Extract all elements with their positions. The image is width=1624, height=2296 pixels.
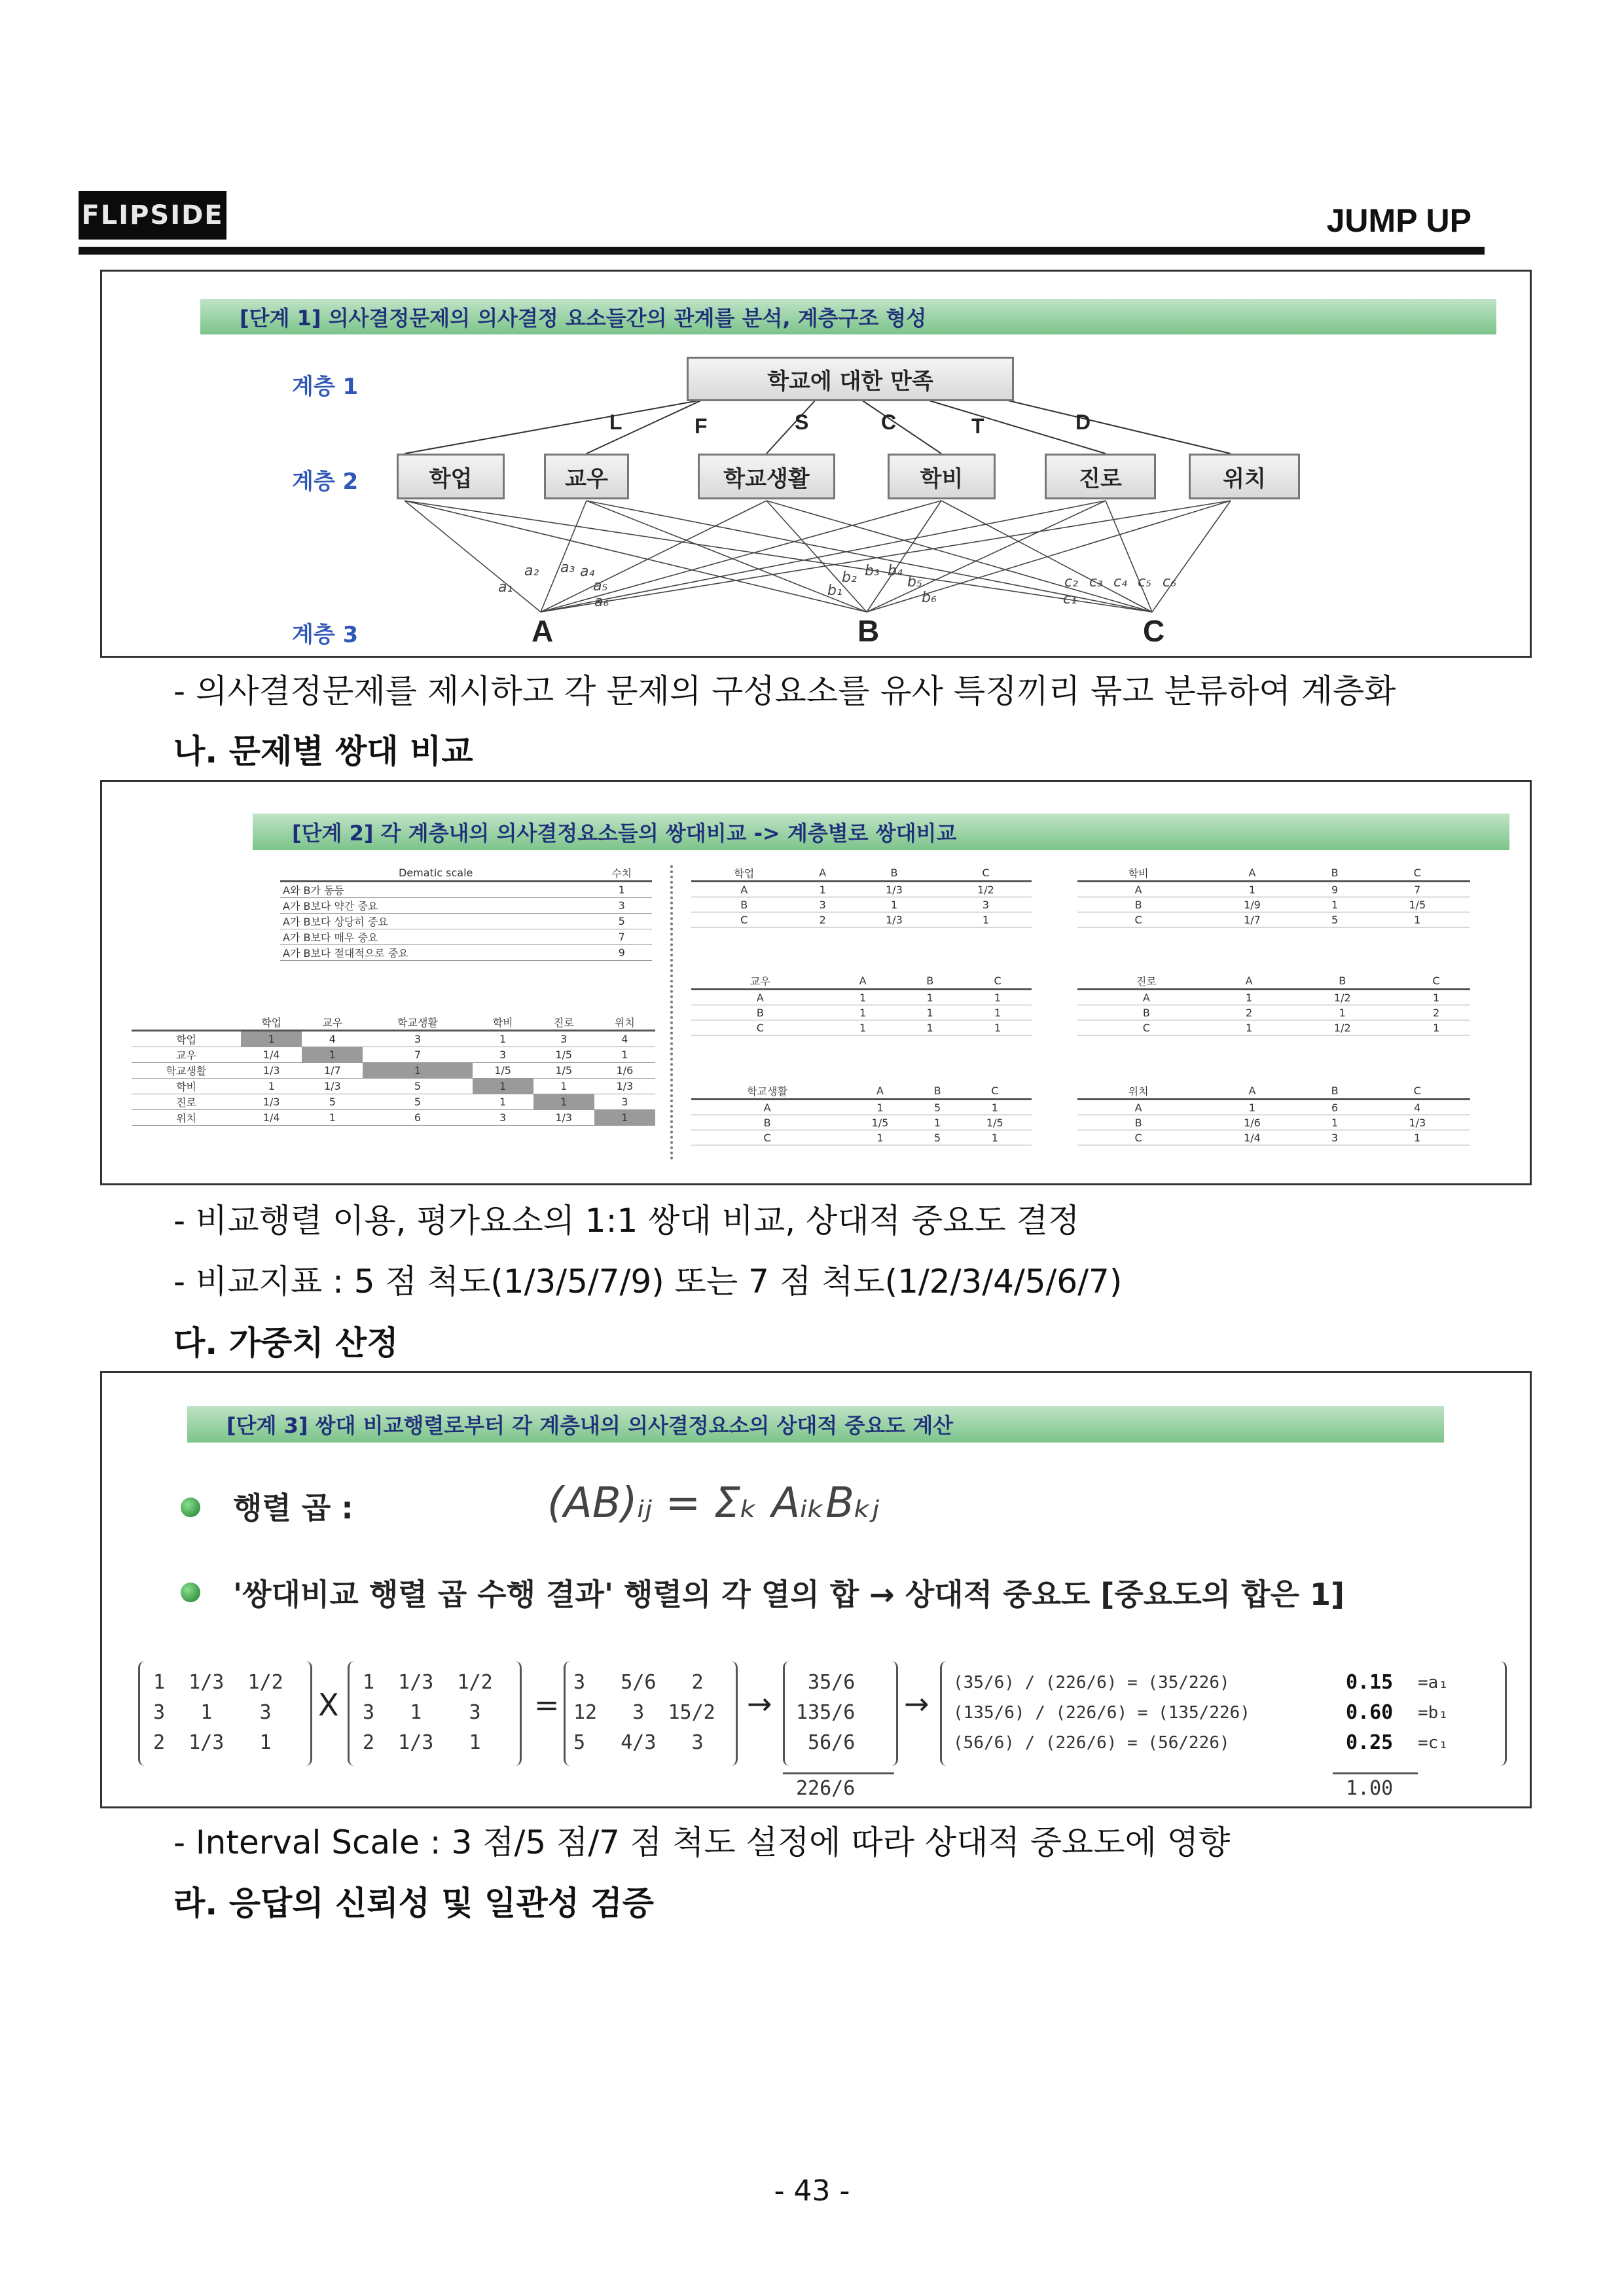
table-header: 교우 <box>691 973 829 990</box>
table-cell: 1 <box>1282 1005 1402 1020</box>
criterion-letter: S <box>795 410 809 434</box>
matrix-1: 1 1/3 1/2 3 1 3 2 1/3 1 <box>153 1671 283 1754</box>
criterion-letter: L <box>609 410 623 434</box>
level3-label: 계층 3 <box>292 622 359 648</box>
table-header: C <box>1402 973 1470 990</box>
table-cell: A <box>691 990 829 1005</box>
table-cell: 1 <box>241 1079 302 1094</box>
step2-title: [단계 2] 각 계층내의 의사결정요소들의 쌍대비교 -> 계층별로 쌍대비교 <box>253 814 1509 850</box>
table-cell: 4 <box>302 1031 363 1047</box>
level1-label: 계층 1 <box>292 374 359 400</box>
table-cell: 1 <box>594 1110 655 1126</box>
table-cell: 3 <box>1305 1130 1365 1145</box>
alt-table <box>691 973 1032 1035</box>
flipside-logo: FLIPSIDE <box>79 191 226 240</box>
alt-table <box>1077 865 1470 927</box>
figure-hierarchy <box>100 270 1532 658</box>
table-cell: A와 B가 동등 <box>280 882 591 898</box>
table-cell: B <box>691 897 797 912</box>
table-header: 위치 <box>1077 1083 1199 1100</box>
table-header: 학비 <box>473 1014 533 1031</box>
sub-c-label: c₆ <box>1163 574 1176 590</box>
table-header: 학교생활 <box>691 1083 843 1100</box>
bullet-icon <box>181 1583 200 1602</box>
section-heading: 다. 가중치 산정 <box>173 1324 399 1362</box>
table-cell: 1 <box>958 1100 1032 1115</box>
table-cell: 1/3 <box>1365 1115 1470 1130</box>
table-cell: 1/2 <box>1282 990 1402 1005</box>
table-cell: A <box>691 1100 843 1115</box>
table-cell: 3 <box>363 1031 472 1047</box>
column-sum-statement: '쌍대비교 행렬 곱 수행 결과' 행렬의 각 열의 합 → 상대적 중요도 [중요도의 합은 1] <box>233 1577 1345 1612</box>
criterion-node: 학교생활 <box>698 454 835 499</box>
table-cell: 4 <box>1365 1100 1470 1115</box>
criterion-node: 위치 <box>1189 454 1300 499</box>
alt-table <box>1077 1083 1470 1145</box>
table-cell: 위치 <box>132 1110 241 1126</box>
table-cell: 1 <box>591 882 652 898</box>
sub-b-label: b₂ <box>842 569 857 586</box>
table-cell: 1/3 <box>302 1079 363 1094</box>
table-cell: C <box>691 912 797 927</box>
table-cell: 3 <box>533 1031 594 1047</box>
paragraph: - 비교지표 : 5 점 척도(1/3/5/7/9) 또는 7 점 척도(1/2/3/4/5/6/7) <box>173 1263 1123 1300</box>
table-header: B <box>917 1083 958 1100</box>
scale-table <box>280 865 652 961</box>
result-var: =b₁ <box>1418 1703 1449 1723</box>
table-header <box>132 1014 241 1031</box>
table-cell: 학비 <box>132 1079 241 1094</box>
table-cell: 1/2 <box>1282 1020 1402 1035</box>
table-cell: 1/6 <box>594 1063 655 1079</box>
table-cell: 1 <box>940 912 1032 927</box>
alternative-node: B <box>857 614 880 648</box>
table-cell: 1 <box>1199 1100 1305 1115</box>
table-cell: B <box>691 1115 843 1130</box>
criterion-letter: F <box>695 414 708 438</box>
section-heading: 나. 문제별 쌍대 비교 <box>173 732 473 770</box>
table-cell: 1/3 <box>533 1110 594 1126</box>
table-header: Dematic scale <box>280 865 591 882</box>
table-cell: 5 <box>917 1130 958 1145</box>
table-cell: 1 <box>533 1094 594 1110</box>
table-header: B <box>1305 1083 1365 1100</box>
table-cell: 1 <box>1305 897 1365 912</box>
table-cell: 1/3 <box>241 1063 302 1079</box>
criterion-node: 진로 <box>1045 454 1156 499</box>
table-cell: 1 <box>829 1005 897 1020</box>
table-header: 진로 <box>1077 973 1216 990</box>
figure-pairwise <box>100 780 1532 1185</box>
table-cell: 3 <box>940 897 1032 912</box>
table-cell: 3 <box>797 897 848 912</box>
table-cell: 1 <box>848 897 940 912</box>
table-header: B <box>848 865 940 882</box>
table-cell: 1 <box>829 990 897 1005</box>
table-cell: 1 <box>829 1020 897 1035</box>
table-cell: 1/5 <box>473 1063 533 1079</box>
table-cell: A <box>1077 990 1216 1005</box>
table-cell: A가 B보다 절대적으로 중요 <box>280 945 591 961</box>
alt-table <box>691 1083 1032 1145</box>
table-cell: C <box>1077 912 1199 927</box>
sub-c-label: c₂ <box>1064 574 1078 590</box>
sub-a-label: a₆ <box>594 594 609 610</box>
table-cell: 1/5 <box>958 1115 1032 1130</box>
table-header: 수치 <box>591 865 652 882</box>
table-header: A <box>829 973 897 990</box>
table-cell: 1 <box>896 1020 964 1035</box>
table-cell: 5 <box>591 914 652 929</box>
alt-table <box>691 865 1032 927</box>
matrix-3: 3 5/6 2 12 3 15/2 5 4/3 3 <box>573 1671 715 1754</box>
table-cell: 1 <box>302 1047 363 1063</box>
table-cell: 1/5 <box>1365 897 1470 912</box>
table-cell: A <box>691 882 797 897</box>
result-expr: (35/6) / (226/6) = (35/226) <box>953 1673 1230 1693</box>
table-cell: 1/3 <box>848 912 940 927</box>
table-cell: 6 <box>363 1110 472 1126</box>
table-header: 학비 <box>1077 865 1199 882</box>
table-cell: 1 <box>1402 1020 1470 1035</box>
sub-a-label: a₅ <box>593 578 608 594</box>
table-cell: B <box>1077 1115 1199 1130</box>
table-cell: 1 <box>964 990 1032 1005</box>
table-cell: C <box>691 1020 829 1035</box>
table-cell: 1 <box>1402 990 1470 1005</box>
table-cell: 1/7 <box>302 1063 363 1079</box>
matrix-product-label: 행렬 곱 : <box>233 1490 353 1526</box>
table-cell: C <box>1077 1130 1199 1145</box>
step3-title: [단계 3] 쌍대 비교행렬로부터 각 계층내의 의사결정요소의 상대적 중요도 계산 <box>187 1406 1444 1443</box>
sum-total: 226/6 <box>796 1777 856 1800</box>
criterion-letter: C <box>881 410 897 434</box>
arrow-icon: → <box>747 1686 772 1721</box>
sub-b-label: b₃ <box>865 563 880 579</box>
level2-label: 계층 2 <box>292 469 359 495</box>
table-cell: 1 <box>533 1079 594 1094</box>
table-cell: 1 <box>896 1005 964 1020</box>
table-cell: 1/6 <box>1199 1115 1305 1130</box>
table-cell: 1/4 <box>241 1047 302 1063</box>
table-cell: 5 <box>917 1100 958 1115</box>
matrix-product-formula: (AB)ᵢⱼ = Σₖ AᵢₖBₖⱼ <box>547 1479 880 1528</box>
table-cell: 1 <box>1216 1020 1283 1035</box>
table-header: A <box>1216 973 1283 990</box>
table-cell: 7 <box>591 929 652 945</box>
table-cell: A가 B보다 매우 중요 <box>280 929 591 945</box>
table-cell: 3 <box>591 898 652 914</box>
table-cell: A <box>1077 882 1199 897</box>
table-cell: 1 <box>1365 1130 1470 1145</box>
result-expr: (135/6) / (226/6) = (135/226) <box>953 1703 1250 1723</box>
table-header: A <box>1199 1083 1305 1100</box>
sub-b-label: b₁ <box>827 583 842 599</box>
result-value: 0.25 <box>1346 1731 1394 1754</box>
table-cell: 4 <box>594 1031 655 1047</box>
table-cell: 1 <box>1305 1115 1365 1130</box>
table-cell: 1 <box>958 1130 1032 1145</box>
table-cell: 1/2 <box>940 882 1032 897</box>
goal-node: 학교에 대한 만족 <box>687 357 1014 401</box>
table-cell: 1 <box>964 1020 1032 1035</box>
result-value: 0.15 <box>1346 1671 1394 1694</box>
table-cell: 1/5 <box>533 1063 594 1079</box>
sub-a-label: a₃ <box>560 560 575 576</box>
table-cell: 5 <box>363 1094 472 1110</box>
table-cell: B <box>691 1005 829 1020</box>
table-cell: 1/5 <box>533 1047 594 1063</box>
table-cell: 진로 <box>132 1094 241 1110</box>
table-cell: 1 <box>917 1115 958 1130</box>
table-cell: 3 <box>473 1047 533 1063</box>
table-cell: 1/3 <box>848 882 940 897</box>
criterion-letter: T <box>971 414 984 438</box>
table-cell: 1/9 <box>1199 897 1305 912</box>
table-cell: 5 <box>302 1094 363 1110</box>
table-cell: 1 <box>896 990 964 1005</box>
table-cell: 1/7 <box>1199 912 1305 927</box>
table-cell: A가 B보다 상당히 중요 <box>280 914 591 929</box>
criterion-node: 학비 <box>888 454 996 499</box>
table-header: 학업 <box>241 1014 302 1031</box>
table-cell: 1 <box>473 1079 533 1094</box>
bullet-icon <box>181 1498 200 1517</box>
sub-a-label: a₂ <box>524 563 539 579</box>
table-cell: 1/3 <box>241 1094 302 1110</box>
table-cell: 1 <box>302 1110 363 1126</box>
table-cell: 1/3 <box>594 1079 655 1094</box>
page-number: - 43 - <box>774 2174 850 2208</box>
table-header: A <box>1199 865 1305 882</box>
table-header: C <box>1365 865 1470 882</box>
criterion-letter: D <box>1075 410 1091 434</box>
sub-c-label: c₄ <box>1113 574 1127 590</box>
table-cell: 7 <box>363 1047 472 1063</box>
table-cell: 5 <box>363 1079 472 1094</box>
table-header: B <box>896 973 964 990</box>
table-cell: 1 <box>473 1031 533 1047</box>
sub-a-label: a₄ <box>580 564 595 580</box>
result-expr: (56/6) / (226/6) = (56/226) <box>953 1733 1230 1753</box>
table-cell: 학교생활 <box>132 1063 241 1079</box>
paragraph: - 의사결정문제를 제시하고 각 문제의 구성요소를 유사 특징끼리 묶고 분류하여 계층화 <box>173 672 1396 710</box>
table-cell: 3 <box>594 1094 655 1110</box>
table-header: C <box>940 865 1032 882</box>
table-cell: 9 <box>591 945 652 961</box>
table-cell: 1 <box>1216 990 1283 1005</box>
paragraph: - Interval Scale : 3 점/5 점/7 점 척도 설정에 따라 상대적 중요도에 영향 <box>173 1823 1231 1861</box>
table-cell: 1 <box>964 1005 1032 1020</box>
table-cell: 1 <box>594 1047 655 1063</box>
header-title: JUMP UP <box>1326 202 1471 239</box>
times-sign: X <box>318 1687 339 1723</box>
sub-c-label: c₃ <box>1089 574 1103 590</box>
paragraph: - 비교행렬 이용, 평가요소의 1:1 쌍대 비교, 상대적 중요도 결정 <box>173 1202 1080 1240</box>
table-cell: B <box>1077 897 1199 912</box>
header-rule <box>79 247 1485 255</box>
table-cell: 2 <box>1216 1005 1283 1020</box>
alternative-node: C <box>1143 614 1165 648</box>
sub-b-label: b₆ <box>922 590 937 606</box>
step1-title: [단계 1] 의사결정문제의 의사결정 요소들간의 관계를 분석, 계층구조 형성 <box>200 299 1496 334</box>
table-cell: 1 <box>1365 912 1470 927</box>
table-cell: 1/4 <box>241 1110 302 1126</box>
sub-b-label: b₅ <box>907 574 922 590</box>
table-cell: 학업 <box>132 1031 241 1047</box>
table-header: A <box>797 865 848 882</box>
table-header: B <box>1282 973 1402 990</box>
table-header: C <box>958 1083 1032 1100</box>
sub-c-label: c₅ <box>1138 574 1151 590</box>
table-cell: 1/4 <box>1199 1130 1305 1145</box>
table-cell: 1 <box>797 882 848 897</box>
table-cell: A <box>1077 1100 1199 1115</box>
table-header: 위치 <box>594 1014 655 1031</box>
table-header: 학업 <box>691 865 797 882</box>
result-value: 0.60 <box>1346 1701 1394 1724</box>
sub-c-label: c₁ <box>1063 591 1077 607</box>
figure-weights <box>100 1371 1532 1808</box>
result-var: =c₁ <box>1418 1733 1449 1753</box>
section-heading: 라. 응답의 신뢰성 및 일관성 검증 <box>173 1884 654 1922</box>
table-cell: 1 <box>241 1031 302 1047</box>
sub-a-label: a₁ <box>498 579 513 596</box>
table-header: B <box>1305 865 1365 882</box>
table-header: 진로 <box>533 1014 594 1031</box>
table-cell: 2 <box>1402 1005 1470 1020</box>
result-total: 1.00 <box>1346 1777 1394 1800</box>
criterion-node: 교우 <box>544 454 629 499</box>
table-cell: C <box>1077 1020 1216 1035</box>
table-cell: 6 <box>1305 1100 1365 1115</box>
table-cell: C <box>691 1130 843 1145</box>
table-cell: 2 <box>797 912 848 927</box>
equals-sign: = <box>534 1687 560 1723</box>
alt-table <box>1077 973 1470 1035</box>
table-cell: B <box>1077 1005 1216 1020</box>
table-cell: A가 B보다 약간 중요 <box>280 898 591 914</box>
table-cell: 1 <box>843 1100 916 1115</box>
table-header: 학교생활 <box>363 1014 472 1031</box>
table-header: 교우 <box>302 1014 363 1031</box>
table-cell: 3 <box>473 1110 533 1126</box>
table-cell: 9 <box>1305 882 1365 897</box>
dotted-divider <box>670 865 673 1160</box>
alternative-node: A <box>532 614 554 648</box>
table-header: C <box>1365 1083 1470 1100</box>
table-cell: 교우 <box>132 1047 241 1063</box>
table-header: C <box>964 973 1032 990</box>
table-header: A <box>843 1083 916 1100</box>
table-cell: 5 <box>1305 912 1365 927</box>
criteria-matrix <box>132 1014 655 1126</box>
table-cell: 7 <box>1365 882 1470 897</box>
criterion-node: 학업 <box>397 454 505 499</box>
sub-b-label: b₄ <box>888 563 903 579</box>
matrix-4: 35/6 135/6 56/6 <box>796 1671 856 1754</box>
table-cell: 1/5 <box>843 1115 916 1130</box>
arrow-icon: → <box>904 1686 929 1721</box>
table-cell: 1 <box>363 1063 472 1079</box>
result-var: =a₁ <box>1418 1673 1449 1693</box>
table-cell: 1 <box>1199 882 1305 897</box>
table-cell: 1 <box>473 1094 533 1110</box>
table-cell: 1 <box>843 1130 916 1145</box>
matrix-2: 1 1/3 1/2 3 1 3 2 1/3 1 <box>363 1671 493 1754</box>
